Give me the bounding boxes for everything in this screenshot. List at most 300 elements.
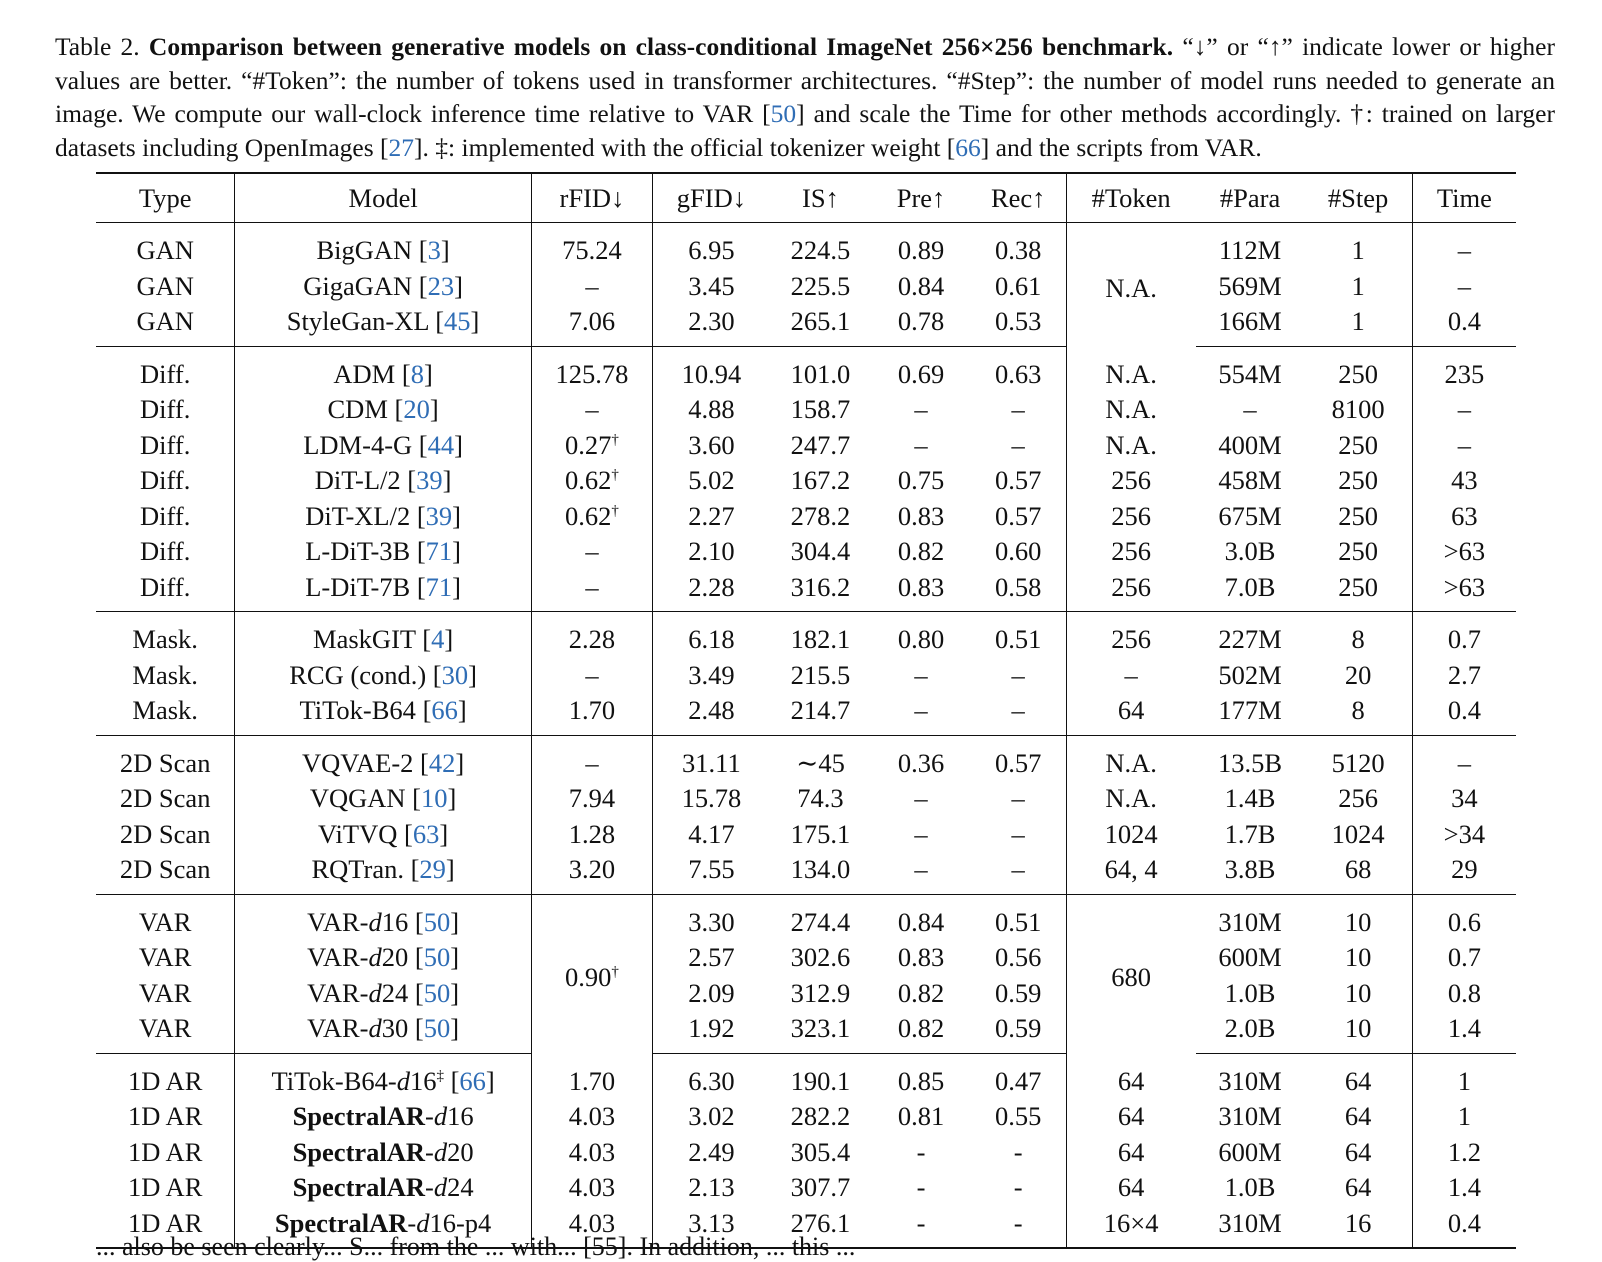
cell-para: 502M (1218, 659, 1282, 690)
cell-is: 175.1 (790, 818, 851, 849)
model-name: BigGAN (316, 235, 413, 266)
model-name: ViTVQ (318, 818, 398, 849)
cell-para: 1.7B (1224, 818, 1276, 849)
cell-pre: 0.69 (897, 358, 945, 389)
cell-step: 5120 (1304, 735, 1412, 781)
cell-type: 1D AR (96, 1135, 235, 1171)
header-token: #Token (1066, 173, 1196, 223)
model-depth-symbol: d (368, 906, 382, 937)
cell-token: 64 (1117, 1172, 1145, 1203)
caption-text-2: ] and scale the Time for other methods accordingly. †: trained on larger datasets including OpenImages [ (55, 99, 1555, 162)
model-name: TiTok-B64- (271, 1065, 397, 1096)
cell-rec: 0.51 (971, 612, 1066, 658)
cell-token: N.A. (1105, 394, 1157, 425)
cell-is: 74.3 (797, 783, 844, 814)
cell-pre: – (914, 429, 928, 460)
cell-rfid: 125.78 (531, 346, 652, 392)
citation-link[interactable]: 44 (427, 429, 455, 460)
cell-pre: 0.82 (871, 1011, 971, 1053)
citation-link[interactable]: 66 (459, 1065, 486, 1096)
model-depth-symbol: d (368, 977, 382, 1008)
cell-rec: 0.57 (971, 735, 1066, 781)
model-name: GigaGAN (303, 270, 413, 301)
cell-step: 64 (1304, 1135, 1412, 1171)
rfid-value: 0.90 (565, 962, 612, 993)
cell-pre: - (871, 1206, 971, 1249)
citation-link[interactable]: 71 (425, 536, 453, 567)
cell-model: DiT-L/2 [39] (235, 463, 531, 499)
cell-type: GAN (96, 223, 235, 269)
cell-pre: 0.85 (897, 1065, 945, 1096)
cell-type: GAN (96, 269, 235, 305)
cell-gfid: 3.49 (688, 659, 735, 690)
cell-is: ∼45 (796, 747, 845, 778)
cell-step: 8100 (1304, 392, 1412, 428)
citation-link[interactable]: 20 (403, 394, 430, 425)
cell-gfid: 1.92 (653, 1011, 770, 1053)
caption-text-4: ] and the scripts from VAR. (980, 132, 1262, 162)
cell-is: 134.0 (770, 852, 872, 894)
cell-time: 1.2 (1447, 1136, 1481, 1167)
model-name-bold: SpectralAR (292, 1172, 426, 1203)
table-row (96, 817, 1516, 853)
cell-model: L-DiT-3B [71] (235, 534, 531, 570)
model-name: VQGAN (309, 783, 406, 814)
cell-gfid: 2.48 (653, 693, 770, 735)
cell-gfid: 4.17 (688, 818, 735, 849)
cell-gfid: 10.94 (681, 358, 742, 389)
cell-step: 250 (1304, 428, 1412, 464)
cell-step: 10 (1304, 1011, 1412, 1053)
cell-step: 250 (1304, 534, 1412, 570)
model-depth-symbol: d (433, 1172, 448, 1203)
citation-link[interactable]: 39 (425, 500, 453, 531)
cell-para: 310M (1218, 1101, 1282, 1132)
model-name-bold: SpectralAR (292, 1136, 426, 1167)
cell-pre: - (916, 1136, 926, 1167)
model-name: TiTok-B64 (299, 695, 416, 726)
cell-time: >63 (1443, 536, 1486, 567)
cell-rfid: 4.03 (531, 1099, 652, 1135)
cell-type: GAN (96, 304, 235, 346)
double-dagger-mark: ‡ (436, 1067, 444, 1084)
cell-para: – (1243, 394, 1257, 425)
table-row (96, 499, 1516, 535)
cell-gfid: 6.30 (688, 1065, 735, 1096)
cell-time: 0.4 (1412, 693, 1516, 735)
cell-pre: 0.89 (897, 235, 945, 266)
cell-rec: 0.57 (971, 499, 1066, 535)
cell-para: 310M (1218, 1065, 1282, 1096)
cell-rfid: – (531, 735, 652, 781)
cell-type: 2D Scan (96, 817, 235, 853)
dagger-mark: † (611, 502, 619, 519)
cell-is: 225.5 (790, 270, 851, 301)
cell-time: >34 (1443, 818, 1486, 849)
cell-time: 29 (1412, 852, 1516, 894)
model-depth-symbol: d (396, 1065, 410, 1096)
cell-para: 13.5B (1218, 747, 1283, 778)
model-depth-symbol: d (368, 942, 382, 973)
citation-link[interactable]: 30 (441, 659, 469, 690)
citation-link[interactable]: 23 (427, 270, 455, 301)
cell-model: StyleGan-XL [45] (235, 304, 531, 346)
cell-gfid: 31.11 (682, 747, 741, 778)
cell-model: TiTok-B64 [66] (235, 693, 531, 735)
cell-token: N.A. (1105, 358, 1157, 389)
citation-link[interactable]: 10 (421, 783, 448, 814)
cell-para: 600M (1218, 1136, 1282, 1167)
table-row (96, 463, 1516, 499)
cell-model (235, 1135, 531, 1171)
cell-gfid: 2.30 (653, 304, 770, 346)
cell-model: VAR-d16 [50] (235, 894, 531, 940)
cell-step: 10 (1304, 894, 1412, 940)
cell-token: 256 (1066, 570, 1196, 612)
table-row (96, 223, 1516, 269)
cell-rec: – (971, 852, 1066, 894)
cell-step: 8 (1304, 693, 1412, 735)
cell-rec: – (971, 693, 1066, 735)
header-pre: Pre↑ (871, 173, 971, 223)
cell-gfid: 6.95 (688, 235, 735, 266)
cell-token: 256 (1111, 536, 1151, 567)
cell-rfid: – (531, 534, 652, 570)
cell-token: 64 (1117, 1101, 1145, 1132)
cell-pre: 0.36 (897, 747, 945, 778)
table-row (96, 269, 1516, 305)
cell-token: 64, 4 (1066, 852, 1196, 894)
cell-rec: - (971, 1135, 1066, 1171)
dagger-mark: † (611, 964, 619, 981)
cell-gfid: 2.09 (688, 977, 735, 1008)
cell-type: 2D Scan (96, 852, 235, 894)
cell-step: 64 (1304, 1099, 1412, 1135)
model-name: CDM (327, 394, 388, 425)
table-row (96, 940, 1516, 976)
cell-type: VAR (96, 894, 235, 940)
cell-pre: 0.75 (897, 465, 945, 496)
cell-time: 43 (1451, 465, 1478, 496)
cell-pre: 0.83 (871, 570, 971, 612)
table-row (96, 894, 1516, 940)
cell-gfid: 2.10 (688, 536, 735, 567)
table-row (96, 1135, 1516, 1171)
cell-is: 276.1 (770, 1206, 872, 1249)
cell-pre: 0.84 (897, 270, 945, 301)
cell-type: Diff. (96, 463, 235, 499)
cell-is: 282.2 (790, 1101, 851, 1132)
cell-pre: – (914, 394, 928, 425)
cell-type: 1D AR (96, 1053, 235, 1099)
cell-token: 64 (1117, 1065, 1145, 1096)
cell-model (235, 1099, 531, 1135)
cell-gfid: 15.78 (681, 783, 742, 814)
cell-token: – (1124, 659, 1138, 690)
cell-gfid: 2.49 (688, 1136, 735, 1167)
cell-is: 265.1 (770, 304, 872, 346)
cell-type: VAR (96, 976, 235, 1012)
citation-link[interactable]: 42 (428, 747, 456, 778)
cell-step: 250 (1304, 346, 1412, 392)
table-row (96, 346, 1516, 392)
cell-type: Diff. (96, 499, 235, 535)
citation-link[interactable]: 3 (427, 235, 441, 266)
model-name-bold: SpectralAR (274, 1207, 408, 1238)
citation-link[interactable]: 50 (423, 1013, 451, 1044)
cell-time: 63 (1451, 500, 1478, 531)
cell-time: 34 (1451, 783, 1478, 814)
cell-type: Mask. (96, 658, 235, 694)
cell-rec: – (971, 817, 1066, 853)
cell-para: 675M (1218, 500, 1282, 531)
cell-model: VAR-d20 [50] (235, 940, 531, 976)
model-depth-symbol: d (433, 1101, 448, 1132)
cell-type: 1D AR (96, 1206, 235, 1249)
cell-para: 7.0B (1196, 570, 1305, 612)
cell-is: 247.7 (790, 429, 851, 460)
cell-step: 250 (1304, 570, 1412, 612)
cell-is: 182.1 (790, 624, 851, 655)
cell-model: ADM [8] (235, 346, 531, 392)
citation-link[interactable]: 66 (431, 695, 458, 726)
model-name: RQTran. (311, 854, 404, 885)
cell-gfid: 4.88 (688, 394, 735, 425)
citation-link[interactable]: 50 (423, 906, 451, 937)
cell-para: 3.0B (1224, 536, 1276, 567)
cell-para: 554M (1218, 358, 1282, 389)
cell-rec: – (971, 781, 1066, 817)
citation-link[interactable]: 50 (770, 99, 797, 128)
cell-time: 0.8 (1447, 977, 1481, 1008)
cell-rfid: 1.70 (531, 693, 652, 735)
header-para: #Para (1196, 173, 1305, 223)
cell-rfid: 7.94 (531, 781, 652, 817)
cell-para: 227M (1218, 624, 1282, 655)
cell-pre: 0.82 (897, 536, 945, 567)
caption-label: Table 2. (55, 32, 140, 61)
cell-gfid: 2.57 (688, 942, 735, 973)
rfid-value: 0.62 (565, 500, 612, 531)
cell-model: BigGAN [3] (235, 223, 531, 269)
cell-type: VAR (96, 1011, 235, 1053)
cell-gfid: 3.02 (688, 1101, 735, 1132)
model-name: - (425, 1172, 434, 1203)
cell-type: Diff. (96, 570, 235, 612)
header-step: #Step (1304, 173, 1412, 223)
table-row (96, 392, 1516, 428)
table-row (96, 570, 1516, 612)
cell-time: 2.7 (1447, 659, 1481, 690)
cell-rec: – (971, 392, 1066, 428)
model-depth-number: 16 (447, 1101, 474, 1132)
cell-step: 64 (1304, 1170, 1412, 1206)
citation-link[interactable]: 66 (955, 132, 981, 162)
citation-link[interactable]: 50 (423, 977, 451, 1008)
cell-is: 190.1 (790, 1065, 851, 1096)
cell-para: 458M (1218, 465, 1282, 496)
cell-model: VQVAE-2 [42] (235, 735, 531, 781)
table-row (96, 781, 1516, 817)
model-depth-number: 16 (409, 1065, 437, 1096)
cell-rec: - (971, 1206, 1066, 1249)
cell-time: 0.4 (1412, 1206, 1516, 1249)
cell-pre: – (871, 693, 971, 735)
model-depth-symbol: d (416, 1207, 430, 1238)
cell-rfid (531, 499, 652, 535)
table-row (96, 304, 1516, 346)
model-name: - (425, 1136, 434, 1167)
model-name: L-DiT-7B (305, 571, 411, 602)
cell-gfid: 2.13 (688, 1172, 735, 1203)
cell-rec: 0.59 (971, 976, 1066, 1012)
header-time: Time (1412, 173, 1516, 223)
cell-model: CDM [20] (235, 392, 531, 428)
citation-link[interactable]: 45 (444, 306, 471, 337)
cell-para: 177M (1196, 693, 1305, 735)
cell-model: ViTVQ [63] (235, 817, 531, 853)
cell-rfid: 75.24 (531, 223, 652, 269)
cell-para: 3.8B (1196, 852, 1305, 894)
citation-link[interactable]: 8 (410, 358, 424, 389)
model-depth-number: 30 (381, 1013, 409, 1044)
cell-para: 310M (1218, 906, 1282, 937)
cell-rfid: 7.06 (531, 304, 652, 346)
cell-is: 158.7 (790, 394, 851, 425)
cell-rfid: 4.03 (531, 1206, 652, 1249)
header-rec: Rec↑ (971, 173, 1066, 223)
dagger-mark: † (611, 431, 619, 448)
table-row (96, 1053, 1516, 1099)
model-name: VQVAE-2 (302, 747, 414, 778)
cell-gfid: 2.28 (653, 570, 770, 612)
table-row (96, 1099, 1516, 1135)
header-gfid: gFID↓ (653, 173, 770, 223)
cell-is: 101.0 (790, 358, 851, 389)
cell-pre: – (914, 659, 928, 690)
citation-link[interactable]: 50 (423, 942, 451, 973)
cell-gfid: 3.30 (688, 906, 735, 937)
cell-is: 214.7 (770, 693, 872, 735)
cell-rec: 0.38 (971, 223, 1066, 269)
cell-step: 1 (1304, 223, 1412, 269)
cell-time: >63 (1412, 570, 1516, 612)
cell-model: LDM-4-G [44] (235, 428, 531, 464)
model-depth-number: 16 (381, 906, 409, 937)
cell-time: 1 (1457, 1101, 1471, 1132)
cell-gfid: 5.02 (688, 465, 735, 496)
rfid-value: 0.27 (565, 429, 612, 460)
cell-model: RCG (cond.) [30] (235, 658, 531, 694)
cell-rec: – (971, 658, 1066, 694)
cell-is: 312.9 (790, 977, 851, 1008)
model-name: MaskGIT (313, 624, 416, 655)
cell-model: VQGAN [10] (235, 781, 531, 817)
cell-step: 1024 (1304, 817, 1412, 853)
cell-gfid: 2.27 (688, 500, 735, 531)
cell-token: 64 (1117, 1136, 1145, 1167)
cell-token: N.A. (1105, 429, 1157, 460)
citation-link[interactable]: 29 (419, 854, 446, 885)
cell-token: 256 (1111, 500, 1151, 531)
cell-type: 1D AR (96, 1099, 235, 1135)
cell-step: 8 (1304, 612, 1412, 658)
cell-rfid: – (531, 392, 652, 428)
cell-rec: 0.47 (971, 1053, 1066, 1099)
cell-token-merged: 680 (1111, 962, 1151, 993)
cell-rec: 0.61 (971, 269, 1066, 305)
cell-is: 167.2 (790, 465, 851, 496)
cell-para: 2.0B (1196, 1011, 1305, 1053)
citation-link[interactable]: 4 (431, 624, 445, 655)
model-depth-symbol: d (368, 1013, 382, 1044)
cell-para: 1.4B (1224, 783, 1276, 814)
cell-para: 112M (1218, 235, 1282, 266)
cell-is: 274.4 (790, 906, 851, 937)
truncated-body-text: ... also be seen clearly... S... from the ... with... [55]. In addition, ... this ... (96, 1232, 856, 1261)
cell-type: 1D AR (96, 1170, 235, 1206)
cell-rec: 0.53 (971, 304, 1066, 346)
model-name: VAR- (307, 942, 369, 973)
model-name: - (407, 1207, 417, 1238)
model-name: VAR- (307, 906, 369, 937)
model-name: StyleGan-XL (286, 306, 429, 337)
cell-para: 600M (1218, 942, 1282, 973)
cell-time: 0.6 (1447, 906, 1481, 937)
dagger-mark: † (611, 467, 619, 484)
cell-model: GigaGAN [23] (235, 269, 531, 305)
cell-is: 305.4 (790, 1136, 851, 1167)
cell-para: 400M (1218, 429, 1282, 460)
cell-token-merged: N.A. (1105, 273, 1157, 303)
citation-link[interactable]: 39 (416, 465, 443, 496)
cell-rec: 0.55 (971, 1099, 1066, 1135)
citation-link[interactable]: 71 (425, 571, 453, 602)
model-depth-number: 20 (381, 942, 409, 973)
table-row (96, 1170, 1516, 1206)
cell-type: VAR (96, 940, 235, 976)
cell-model (235, 1170, 531, 1206)
cell-rfid: 1.70 (531, 1053, 652, 1099)
cell-gfid: 7.55 (653, 852, 770, 894)
table-row (96, 658, 1516, 694)
cell-rec: – (971, 428, 1066, 464)
cell-rec: - (971, 1170, 1066, 1206)
cell-type: Diff. (96, 428, 235, 464)
model-name: VAR- (307, 977, 369, 1008)
citation-link[interactable]: 27 (388, 132, 415, 162)
caption-text-3: ]. ‡: implemented with the official tokenizer weight [ (414, 132, 956, 162)
cell-type: Diff. (96, 346, 235, 392)
cell-pre: - (916, 1172, 926, 1203)
cell-time: 235 (1444, 358, 1485, 389)
table-caption (55, 30, 1555, 164)
cell-rfid: 4.03 (531, 1170, 652, 1206)
caption-title: Comparison between generative models on class-conditional ImageNet 256×256 benchmark. (148, 32, 1174, 61)
table-row (96, 428, 1516, 464)
cell-rfid: 4.03 (531, 1135, 652, 1171)
cell-step: 1 (1304, 304, 1412, 346)
cell-step: 20 (1304, 658, 1412, 694)
cell-is: 224.5 (790, 235, 851, 266)
cell-rfid-merged (531, 894, 652, 1053)
model-depth-number: 20 (447, 1136, 474, 1167)
cell-time: 1.4 (1447, 1172, 1481, 1203)
cell-token: 64 (1066, 693, 1196, 735)
cell-rfid: 3.20 (531, 852, 652, 894)
citation-link[interactable]: 63 (412, 818, 440, 849)
model-depth-symbol: d (433, 1136, 448, 1167)
